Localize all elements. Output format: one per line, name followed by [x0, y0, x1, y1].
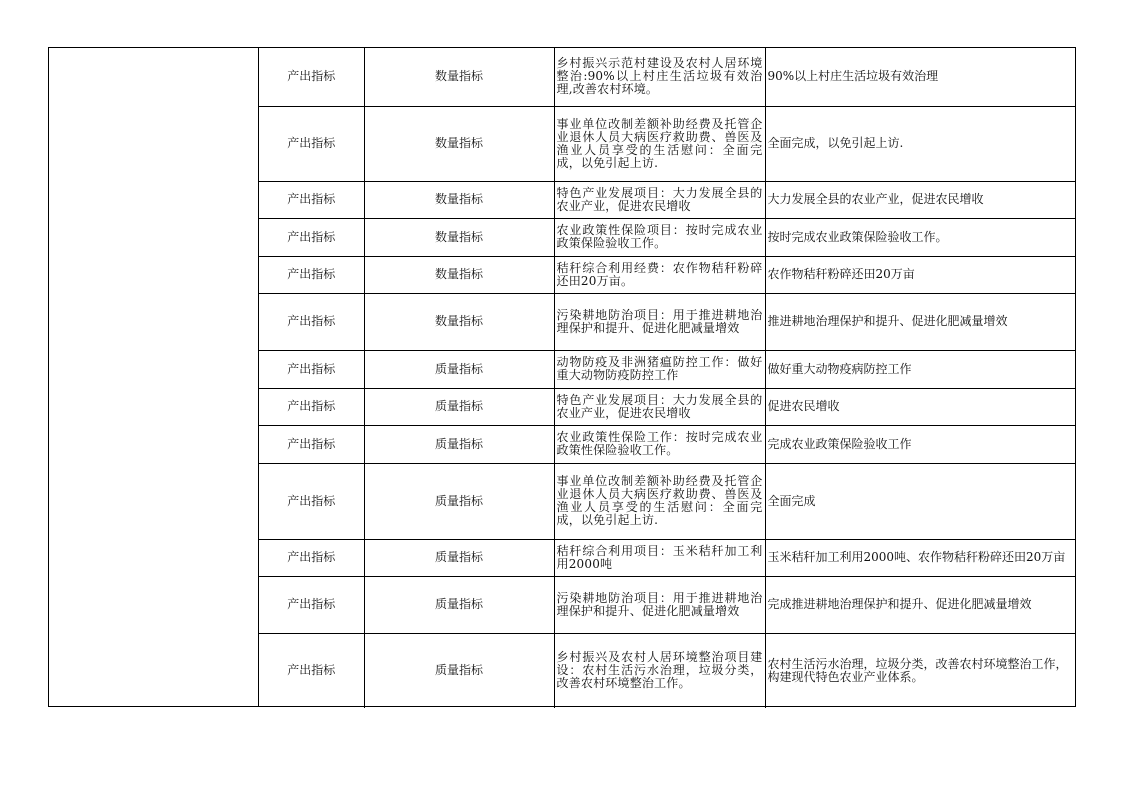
level2-indicator-cell: 质量指标	[364, 388, 554, 425]
level2-indicator-cell: 质量指标	[364, 539, 554, 576]
level2-indicator-cell: 质量指标	[364, 463, 554, 539]
indicator-table	[259, 48, 1075, 708]
table-row	[259, 256, 1075, 293]
level1-indicator-cell: 产出指标	[259, 293, 364, 350]
table-row	[259, 388, 1075, 425]
level1-indicator-cell: 产出指标	[259, 256, 364, 293]
level3-indicator-cell: 动物防疫及非洲猪瘟防控工作：做好重大动物防疫防控工作	[554, 350, 765, 388]
table-row	[259, 181, 1075, 218]
table-row	[259, 633, 1075, 708]
table-row	[259, 350, 1075, 388]
level1-indicator-cell: 产出指标	[259, 633, 364, 708]
target-value-cell: 推进耕地治理保护和提升、促进化肥减量增效	[765, 293, 1075, 350]
level1-indicator-cell: 产出指标	[259, 463, 364, 539]
level3-indicator-cell: 乡村振兴及农村人居环境整治项目建设：农村生活污水治理，垃圾分类，改善农村环境整治工作。	[554, 633, 765, 708]
level3-indicator-cell: 秸秆综合利用经费：农作物秸秆粉碎还田20万亩。	[554, 256, 765, 293]
level3-indicator-cell: 特色产业发展项目：大力发展全县的农业产业，促进农民增收	[554, 181, 765, 218]
target-value-cell: 农村生活污水治理，垃圾分类，改善农村环境整治工作，构建现代特色农业产业体系。	[767, 656, 1068, 684]
indicator-table-sheet	[48, 47, 1076, 707]
table-row	[259, 539, 1075, 576]
level2-indicator-cell: 数量指标	[364, 48, 554, 106]
level3-indicator-cell: 事业单位改制差额补助经费及托管企业退休人员大病医疗救助费、兽医及渔业人员享受的生活慰问：全面完成，以免引起上访.	[554, 106, 765, 181]
target-value-cell: 玉米秸秆加工利用2000吨、农作物秸秆粉碎还田20万亩	[765, 539, 1075, 576]
target-value-cell: 90%以上村庄生活垃圾有效治理	[765, 48, 1075, 106]
table-row	[259, 463, 1075, 539]
level2-indicator-cell: 数量指标	[364, 181, 554, 218]
merged-left-column	[49, 48, 259, 706]
table-row	[259, 576, 1075, 633]
level2-indicator-cell: 数量指标	[364, 218, 554, 256]
table-row	[259, 218, 1075, 256]
level3-indicator-cell: 乡村振兴示范村建设及农村人居环境整治:90%以上村庄生活垃圾有效治理,改善农村环境。	[554, 48, 765, 106]
target-value-cell: 大力发展全县的农业产业，促进农民增收	[765, 181, 1075, 218]
target-value-cell: 按时完成农业政策保险验收工作。	[765, 218, 1075, 256]
level2-indicator-cell: 质量指标	[364, 350, 554, 388]
level3-indicator-cell: 秸秆综合利用项目：玉米秸秆加工利用2000吨	[554, 539, 765, 576]
level2-indicator-cell: 质量指标	[364, 633, 554, 708]
table-row	[259, 48, 1075, 106]
target-value-cell: 全面完成，以免引起上访.	[765, 106, 1075, 181]
level1-indicator-cell: 产出指标	[259, 388, 364, 425]
level1-indicator-cell: 产出指标	[259, 425, 364, 463]
target-value-cell: 做好重大动物疫病防控工作	[765, 350, 1075, 388]
target-value-cell: 全面完成	[765, 463, 1075, 539]
level1-indicator-cell: 产出指标	[259, 181, 364, 218]
table-row	[259, 425, 1075, 463]
level3-indicator-cell: 事业单位改制差额补助经费及托管企业退休人员大病医疗救助费、兽医及渔业人员享受的生活慰问：全面完成，以免引起上访.	[554, 463, 765, 539]
target-value-cell: 农作物秸秆粉碎还田20万亩	[765, 256, 1075, 293]
level2-indicator-cell: 质量指标	[364, 425, 554, 463]
level3-indicator-cell: 污染耕地防治项目：用于推进耕地治理保护和提升、促进化肥减量增效	[554, 293, 765, 350]
target-value-cell: 完成推进耕地治理保护和提升、促进化肥减量增效	[765, 576, 1075, 633]
level1-indicator-cell: 产出指标	[259, 350, 364, 388]
level3-indicator-cell: 污染耕地防治项目：用于推进耕地治理保护和提升、促进化肥减量增效	[554, 576, 765, 633]
level2-indicator-cell: 数量指标	[364, 106, 554, 181]
level1-indicator-cell: 产出指标	[259, 48, 364, 106]
level1-indicator-cell: 产出指标	[259, 106, 364, 181]
level2-indicator-cell: 数量指标	[364, 293, 554, 350]
level3-indicator-cell: 农业政策性保险工作：按时完成农业政策性保险验收工作。	[554, 425, 765, 463]
level2-indicator-cell: 质量指标	[364, 576, 554, 633]
level1-indicator-cell: 产出指标	[259, 218, 364, 256]
level3-indicator-cell: 特色产业发展项目：大力发展全县的农业产业，促进农民增收	[554, 388, 765, 425]
level1-indicator-cell: 产出指标	[259, 539, 364, 576]
level3-indicator-cell: 农业政策性保险项目：按时完成农业政策保险验收工作。	[554, 218, 765, 256]
table-row	[259, 106, 1075, 181]
target-value-cell: 完成农业政策保险验收工作	[765, 425, 1075, 463]
level2-indicator-cell: 数量指标	[364, 256, 554, 293]
target-value-cell: 促进农民增收	[765, 388, 1075, 425]
level1-indicator-cell: 产出指标	[259, 576, 364, 633]
table-row	[259, 293, 1075, 350]
